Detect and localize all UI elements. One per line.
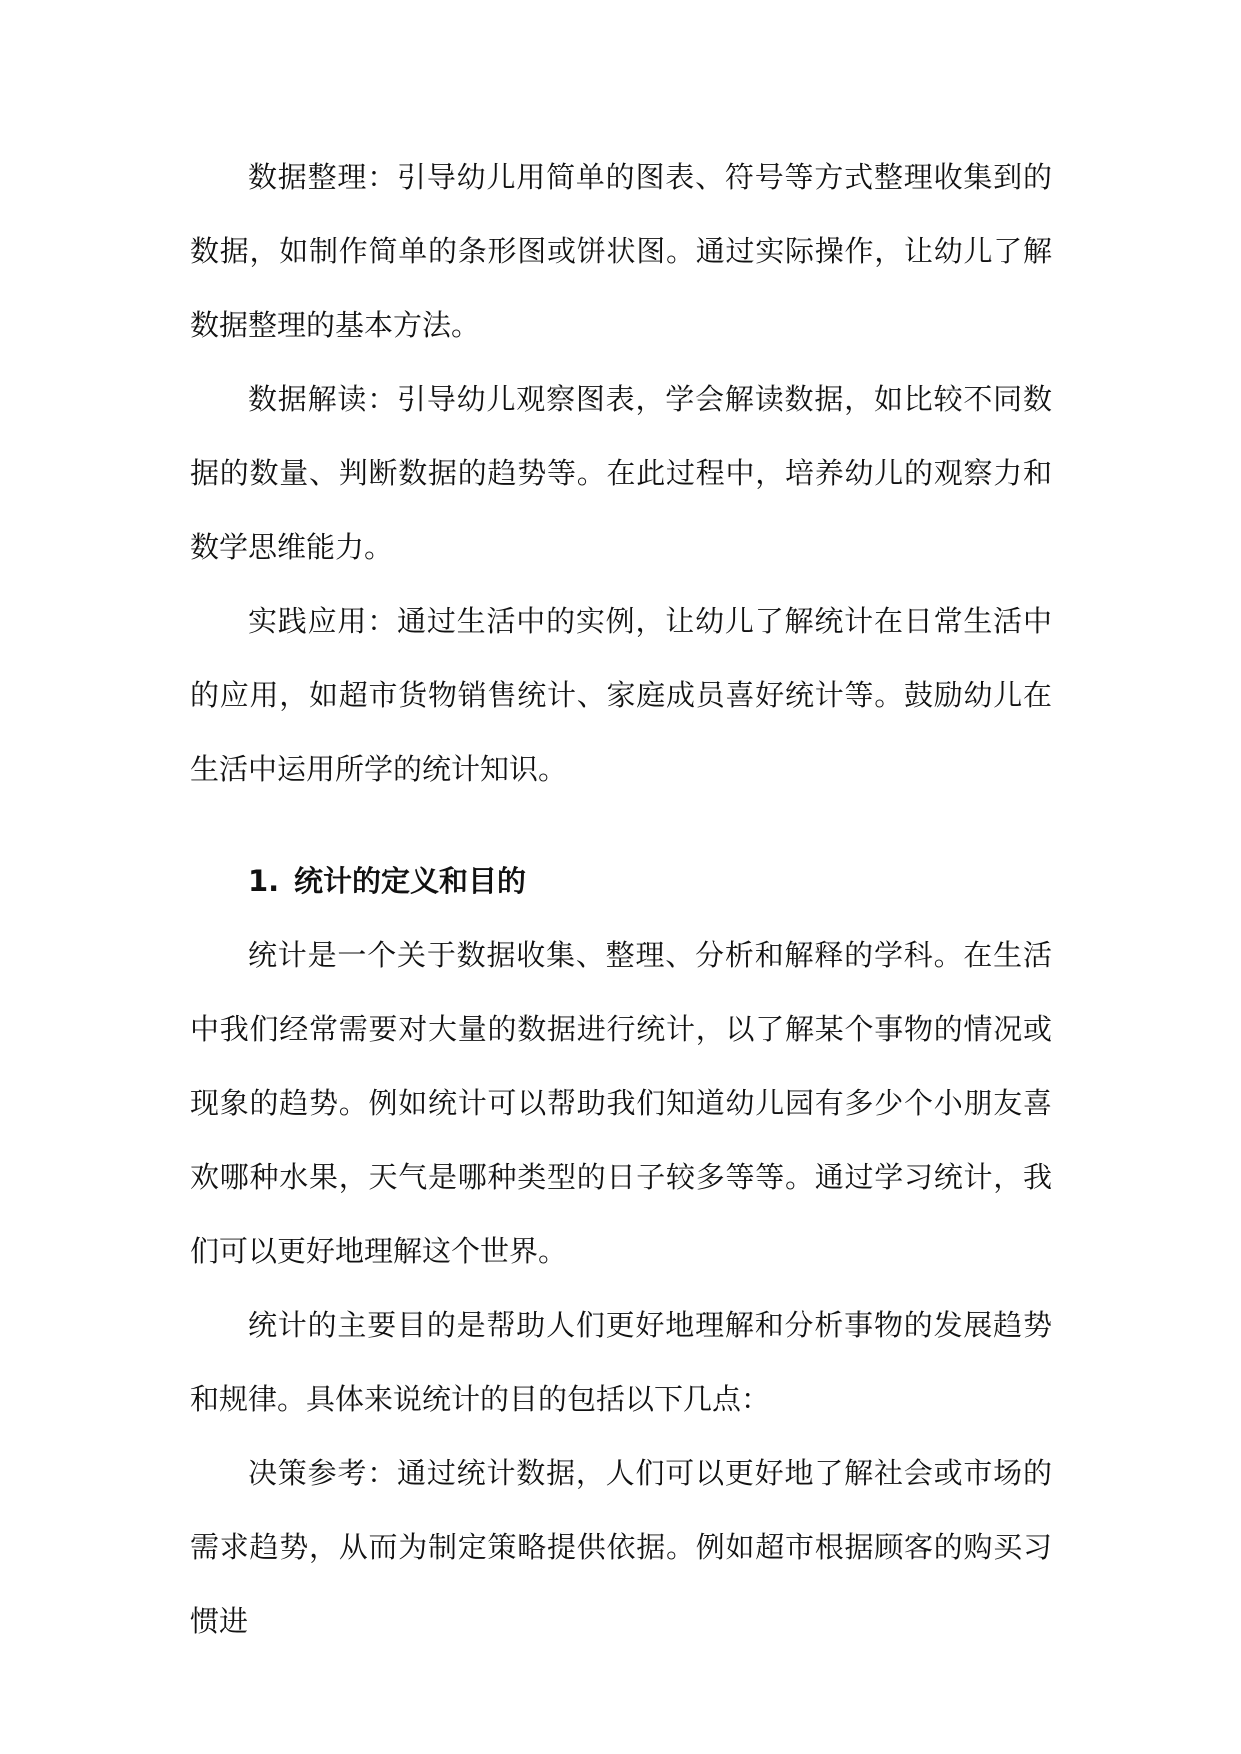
paragraph-practical-application: 实践应用：通过生活中的实例，让幼儿了解统计在日常生活中的应用，如超市货物销售统计、家庭成员喜好统计等。鼓励幼儿在生活中运用所学的统计知识。: [190, 604, 1052, 786]
document-body: [190, 140, 1052, 1658]
section-title: 统计的定义和目的: [294, 864, 527, 898]
section-number: 1.: [248, 864, 280, 898]
paragraph-decision-reference: 决策参考：通过统计数据，人们可以更好地了解社会或市场的需求趋势，从而为制定策略提供依据。例如超市根据顾客的购买习惯进: [190, 1456, 1052, 1638]
paragraph-data-organization: 数据整理：引导幼儿用简单的图表、符号等方式整理收集到的数据，如制作简单的条形图或饼状图。通过实际操作，让幼儿了解数据整理的基本方法。: [190, 160, 1052, 342]
paragraph-statistics-purpose: 统计的主要目的是帮助人们更好地理解和分析事物的发展趋势和规律。具体来说统计的目的包括以下几点：: [190, 1308, 1052, 1416]
paragraph-statistics-definition: 统计是一个关于数据收集、整理、分析和解释的学科。在生活中我们经常需要对大量的数据进行统计，以了解某个事物的情况或现象的趋势。例如统计可以帮助我们知道幼儿园有多少个小朋友喜欢哪种水果，天气是哪种类型的日子较多等等。通过学习统计，我们可以更好地理解这个世界。: [190, 938, 1052, 1268]
section-heading: [190, 844, 1052, 918]
paragraph-data-interpretation: 数据解读：引导幼儿观察图表，学会解读数据，如比较不同数据的数量、判断数据的趋势等。在此过程中，培养幼儿的观察力和数学思维能力。: [190, 382, 1052, 564]
